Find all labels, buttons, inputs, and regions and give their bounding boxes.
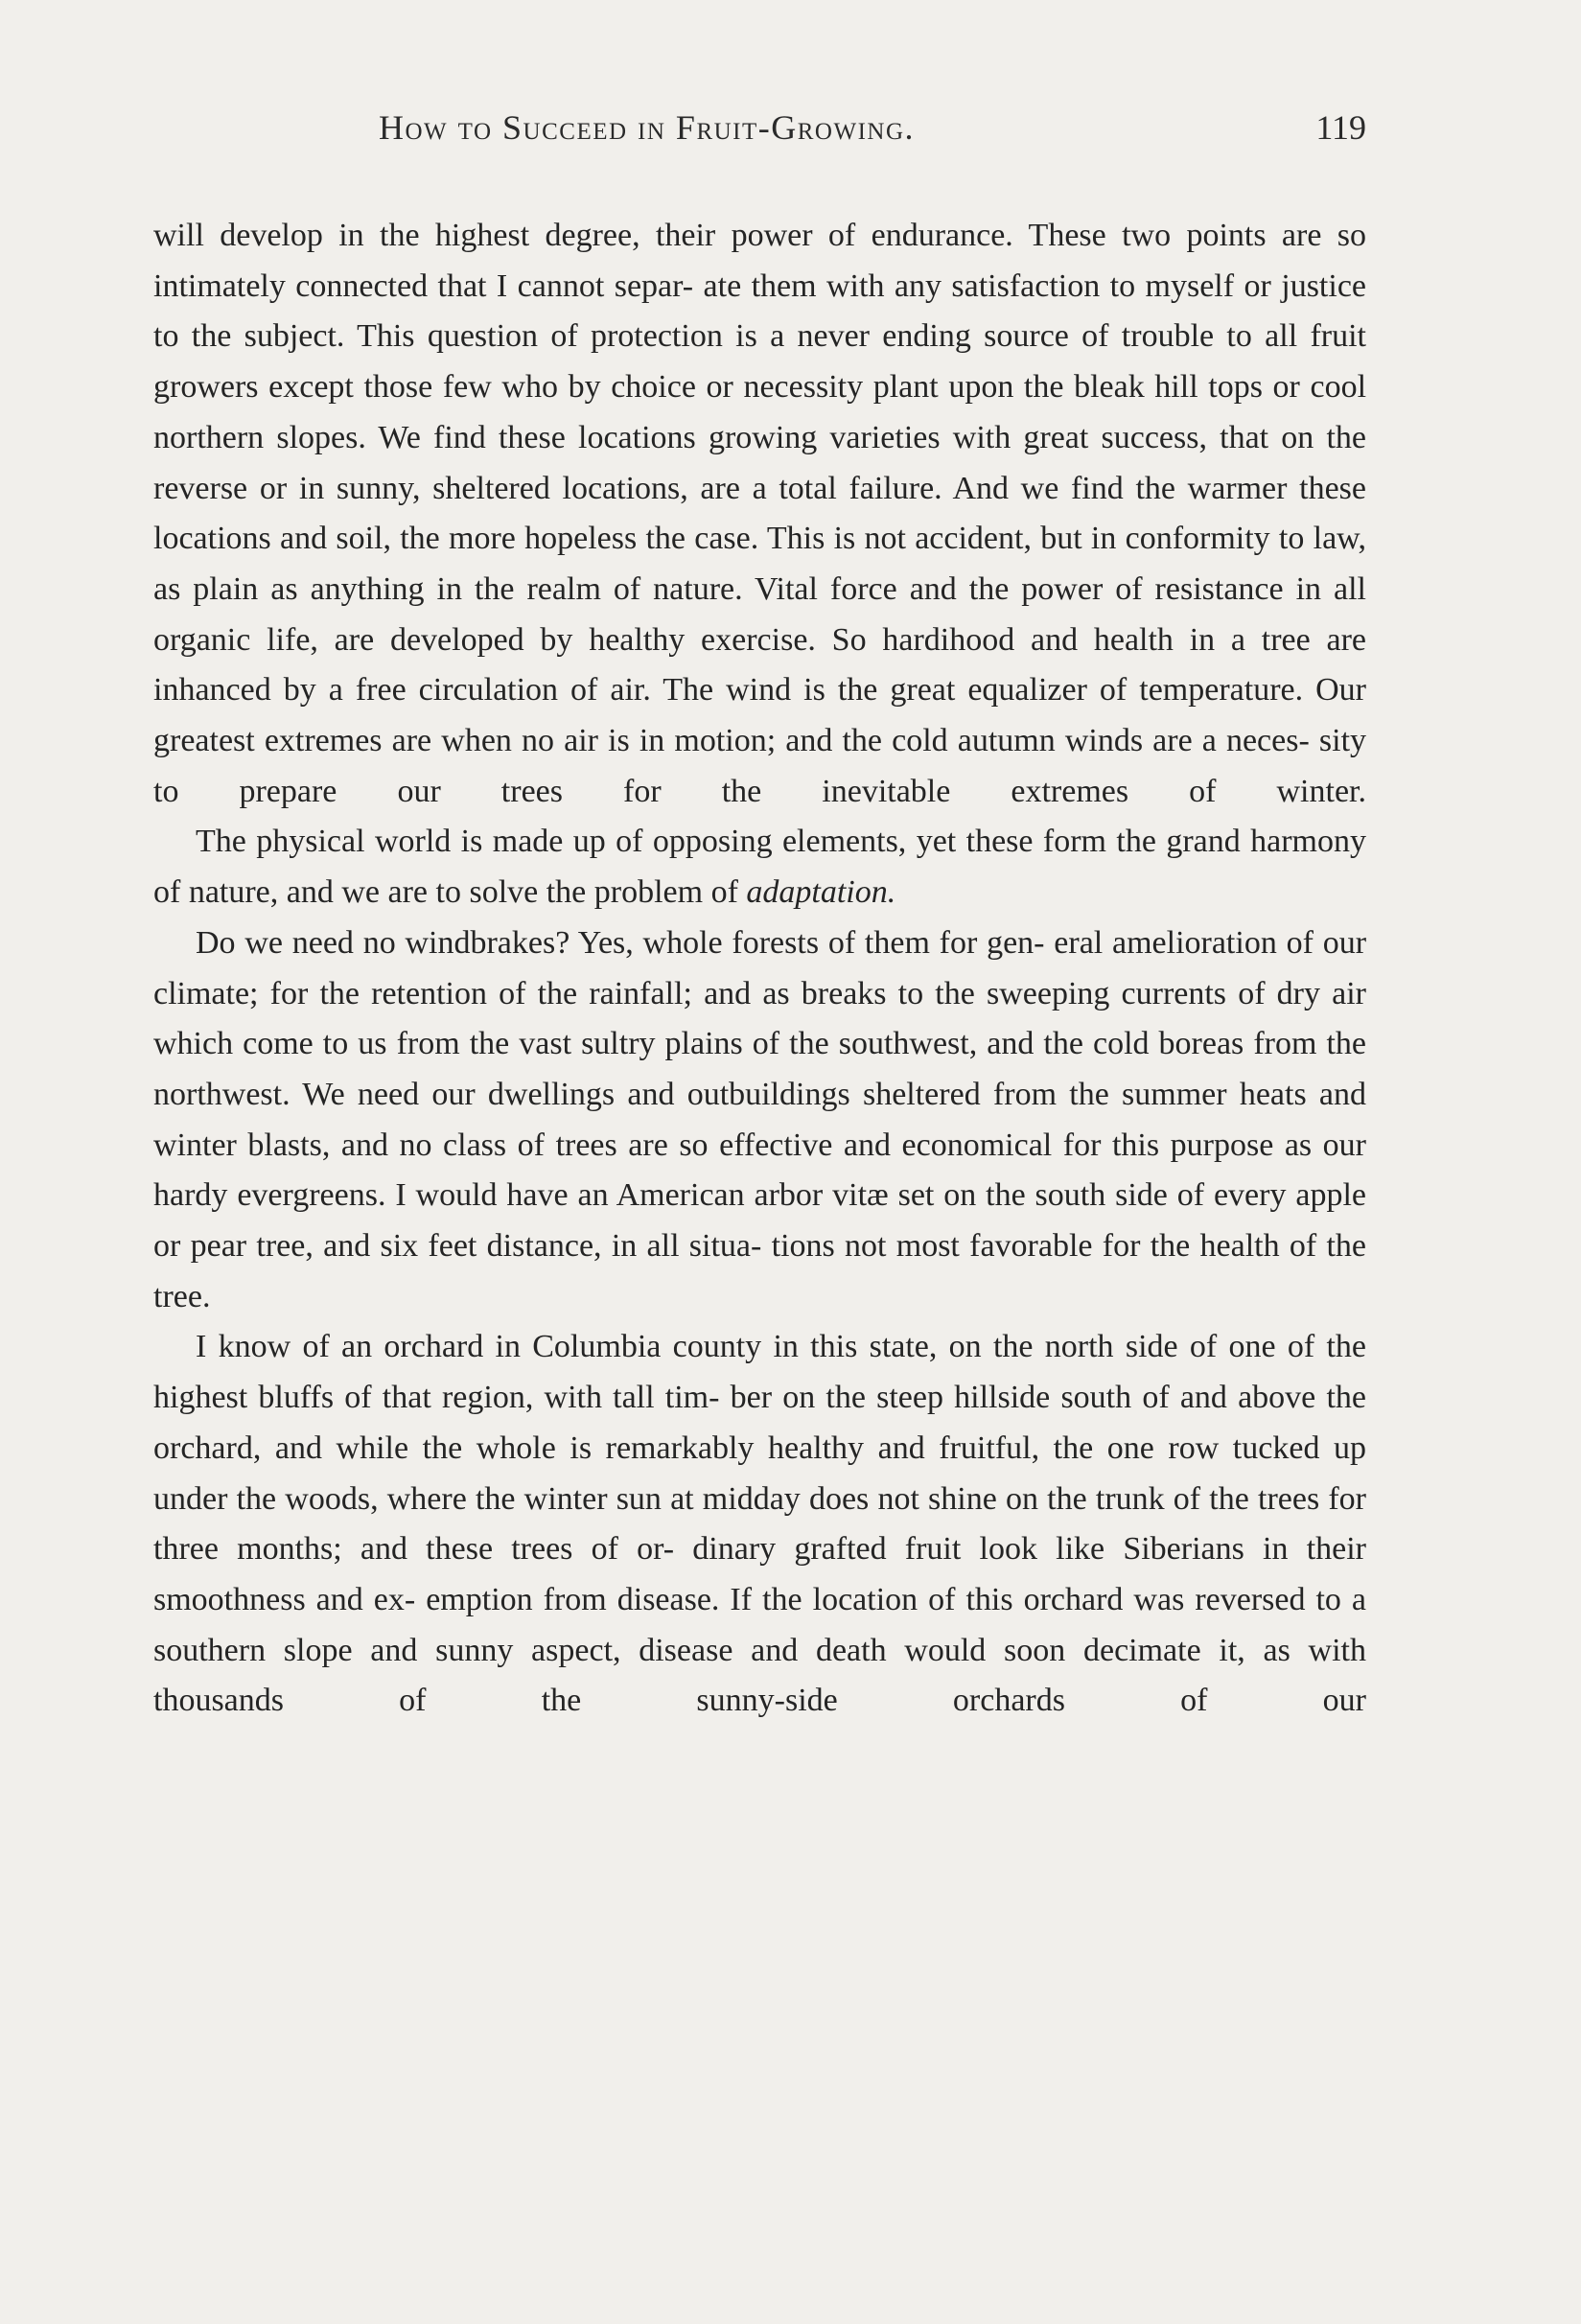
text-line: ber on the steep hillside south of and above the orchard, and while bbox=[153, 1380, 1366, 1466]
text-line: These two points are so intimately connected that I cannot separ- bbox=[153, 218, 1367, 304]
text-line: north side of one of the highest bluffs of that region, with tall tim- bbox=[153, 1329, 1366, 1416]
text-line: This question of protection is a never ending source of trouble to bbox=[357, 318, 1252, 355]
text-line: when no air is in motion; and the cold autumn winds are a neces- bbox=[441, 723, 1310, 759]
text-line: up under the woods, where the winter sun at midday does not shine bbox=[153, 1429, 1367, 1517]
text-line: the warmer these locations and soil, the more hopeless the case. bbox=[153, 470, 1366, 557]
text-line: or in sunny, sheltered locations, are a total failure. And we find bbox=[259, 470, 1124, 506]
text-line: locations growing varieties with great success, that on the reverse bbox=[153, 419, 1367, 506]
text-line: all fruit growers except those few who by choice or necessity plant bbox=[153, 318, 1366, 406]
text-line: the whole is remarkably healthy and fruitful, the one row tucked bbox=[422, 1429, 1320, 1466]
text-line: I know of an orchard in Columbia county in this state, on the bbox=[196, 1329, 1034, 1365]
text-line: on the trunk of the trees for three months; and these trees of or- bbox=[153, 1480, 1366, 1568]
paragraph-1 bbox=[153, 211, 1366, 817]
text-line: side of every apple or pear tree, and six feet distance, in all situa- bbox=[153, 1177, 1366, 1265]
text-line: to a southern slope and sunny aspect, disease and death would soon bbox=[153, 1581, 1367, 1668]
text-line: health in a tree are inhanced by a free circulation of air. The wind bbox=[153, 621, 1366, 709]
text-line: is the great equalizer of temperature. Our greatest extremes are bbox=[153, 672, 1366, 759]
text-line: decimate it, as with thousands of the sunny-side orchards of our bbox=[153, 1632, 1367, 1719]
text-line: This is not accident, but in conformity to law, as plain as anything in bbox=[153, 521, 1367, 607]
text-line: from the northwest. We need our dwellings and outbuildings bbox=[153, 1026, 1367, 1112]
page-number: 119 bbox=[1315, 108, 1366, 147]
text-line: tions not most favorable for the health of the tree. bbox=[153, 1228, 1366, 1314]
text-line: ate them with any satisfaction to myself or justice to the subject. bbox=[153, 267, 1366, 355]
text-line: upon the bleak hill tops or cool northern slopes. We find these bbox=[153, 369, 1367, 455]
text-line: Do we need no windbrakes? Yes, whole forests of them for gen- bbox=[196, 924, 1045, 961]
text-line: dinary grafted fruit look like Siberians in their smoothness and ex- bbox=[153, 1531, 1366, 1617]
text-line: of bbox=[710, 874, 747, 911]
text-line: from the vast sultry plains of the southwest, and the cold boreas bbox=[396, 1026, 1244, 1062]
text-line: form the grand harmony of nature, and we are to solve the problem bbox=[153, 824, 1366, 911]
text-line: the realm of nature. Vital force and the power of resistance in all bbox=[474, 570, 1366, 607]
text-line: The physical world is made up of opposing elements, yet these bbox=[196, 824, 1034, 860]
paragraph-2 bbox=[153, 817, 1366, 918]
running-header bbox=[153, 107, 1366, 165]
paragraph-3 bbox=[153, 918, 1366, 1323]
body-text bbox=[153, 211, 1366, 1727]
text-line: eral amelioration of our climate; for the retention of the rainfall; bbox=[153, 924, 1367, 1011]
paragraph-4 bbox=[153, 1322, 1366, 1727]
text-line: evergreens. I would have an American arbor vitæ set on the south bbox=[237, 1177, 1106, 1214]
text-line: organic life, are developed by healthy exercise. So hardihood and bbox=[153, 621, 1079, 658]
text-line: sheltered from the summer heats and winter blasts, and no class of bbox=[153, 1076, 1367, 1163]
text-line: sity to prepare our trees for the inevitable extremes of winter. bbox=[153, 723, 1367, 809]
italic-word: adaptation. bbox=[746, 874, 896, 911]
text-line: trees are so effective and economical for this purpose as our hardy bbox=[153, 1127, 1367, 1214]
text-line: and as breaks to the sweeping currents of dry air which come to us bbox=[153, 975, 1367, 1062]
text-line: emption from disease. If the location of this orchard was reversed bbox=[426, 1581, 1306, 1617]
running-title: How to Succeed in Fruit-Growing. bbox=[379, 108, 916, 147]
text-line: will develop in the highest degree, their power of endurance. bbox=[153, 218, 1013, 253]
